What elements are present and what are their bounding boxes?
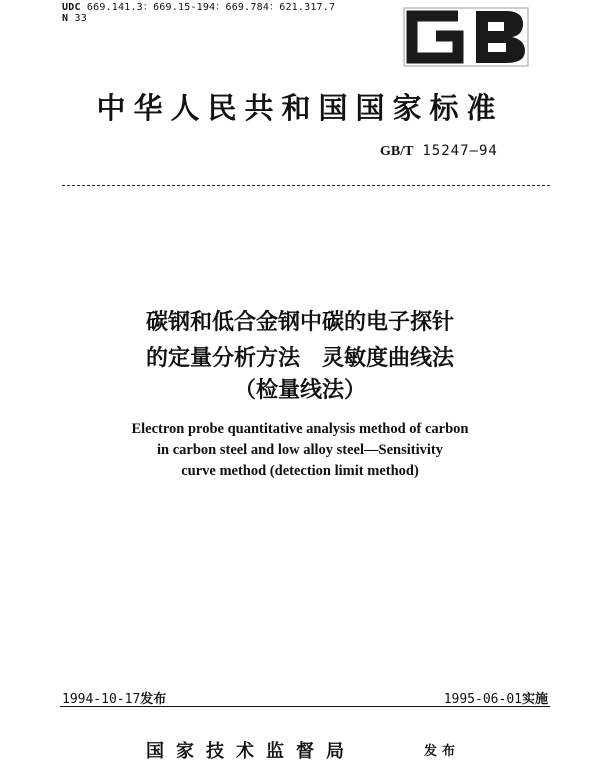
title-en-line1: Electron probe quantitative analysis method of carbon <box>131 421 469 437</box>
header-rule <box>62 185 550 186</box>
standard-name: 中华人民共和国国家标准 <box>96 91 504 125</box>
n-label: N <box>62 13 69 24</box>
gb-logo-b <box>476 11 525 63</box>
issue-label: 发布 <box>140 692 167 707</box>
gb-logo-g <box>412 16 458 58</box>
udc-codes: 669.141.3：669.15-194：669.784：621.317.7 <box>86 2 336 13</box>
title-cn-line1: 碳钢和低合金钢中碳的电子探针 <box>145 310 454 335</box>
title-cn-line2: 的定量分析方法 灵敏度曲线法 <box>145 346 454 371</box>
issuer-name: 国家技术监督局 <box>146 741 356 762</box>
impl-label: 实施 <box>521 692 548 707</box>
impl-date-value: 1995-06-01 <box>443 692 522 707</box>
title-cn-line3: （检量线法） <box>233 378 366 403</box>
implementation-date <box>444 688 548 707</box>
issuer-action: 发布 <box>424 744 461 759</box>
gb-logo <box>402 6 530 68</box>
title-en-line3: curve method (detection limit method) <box>181 463 419 479</box>
udc-label: UDC <box>62 2 81 13</box>
standard-number-value: 15247—94 <box>422 143 498 159</box>
udc-block <box>62 2 335 24</box>
title-en-line2: in carbon steel and low alloy steel—Sensitivity <box>157 442 443 458</box>
issue-date <box>62 688 166 707</box>
issue-date-value: 1994-10-17 <box>62 692 141 707</box>
n-value: 33 <box>74 13 87 24</box>
standard-number-prefix: GB/T <box>380 144 414 159</box>
footer-rule <box>60 706 550 707</box>
standard-number <box>380 143 498 160</box>
